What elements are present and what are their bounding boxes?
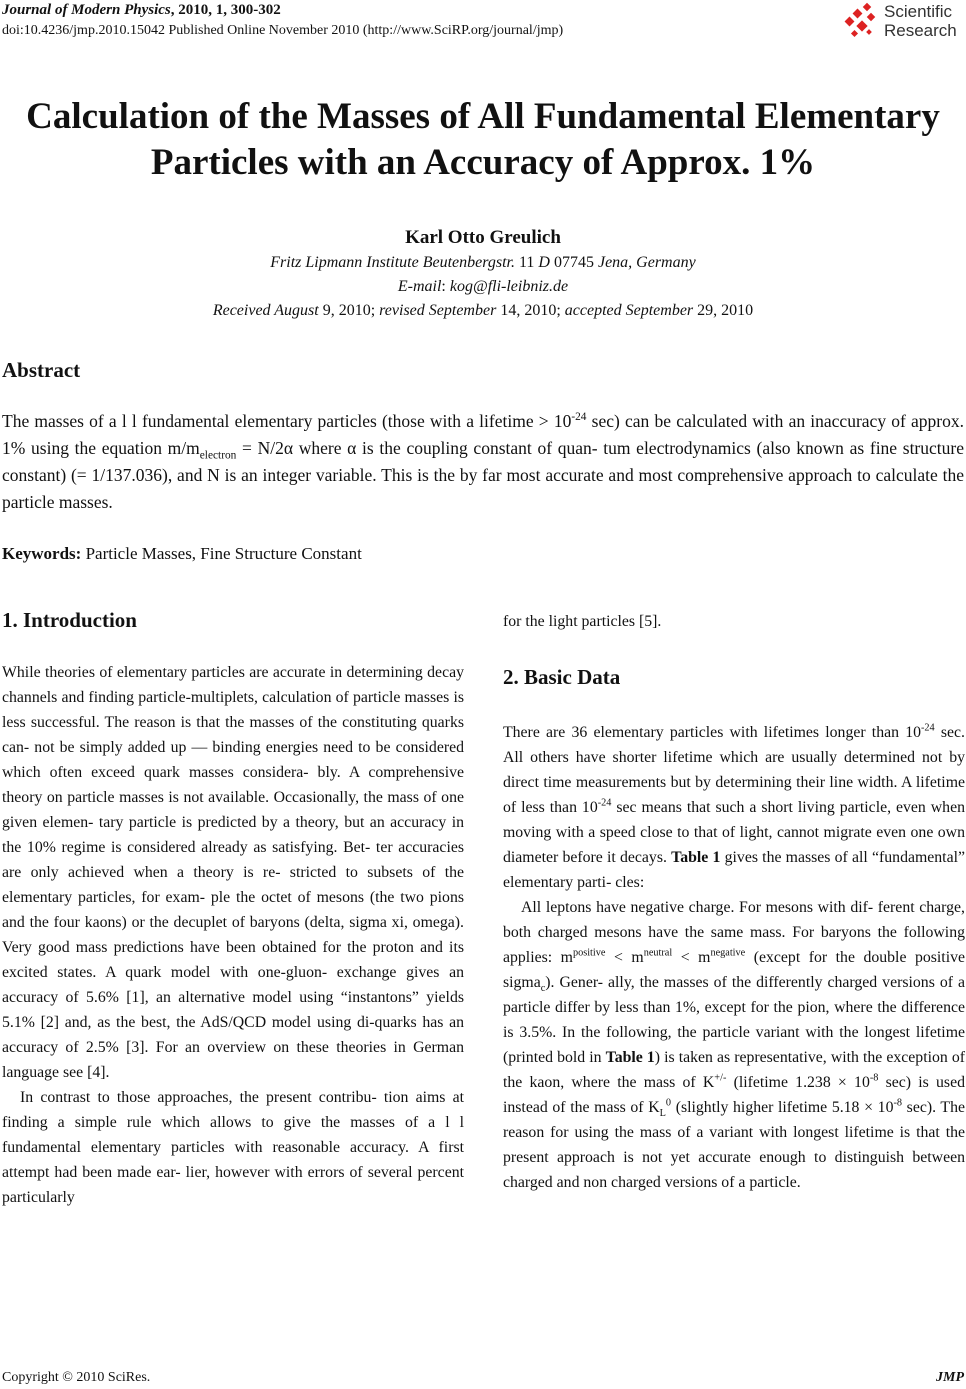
paragraph [503, 720, 965, 895]
affil-number: 11 [515, 254, 539, 271]
logo-line-2: Research [884, 21, 957, 40]
subscript: c [540, 983, 546, 995]
affil-city: Jena, Germany [597, 254, 696, 271]
table-1-link[interactable]: Table 1 [605, 1049, 655, 1066]
abstract-sup: -24 [571, 411, 587, 424]
text-run: sec means that such a short living particle, even when moving with a speed close to that of light, cannot migrate even one own diameter before it decays. [503, 799, 965, 866]
email-address[interactable]: kog@fli-leibniz.de [449, 278, 569, 295]
table-1-link[interactable]: Table 1 [671, 849, 721, 866]
logo-mark-icon [842, 2, 882, 42]
abstract-text-1: The masses of a l l fundamental elementary particles (those with a lifetime > 10 [2, 411, 572, 431]
footer-copyright: Copyright © 2010 SciRes. [2, 1370, 151, 1385]
section-heading-basic-data: 2. Basic Data [503, 665, 621, 689]
text-run: sec) is used instead of the mass of K [503, 1074, 965, 1116]
superscript: neutral [643, 947, 673, 959]
revised-label: revised September [379, 302, 497, 319]
journal-name: Journal of Modern Physics [2, 2, 171, 18]
received-label: Received August [212, 302, 319, 319]
abstract-text-2: sec) can be calculated with an inaccuracy of approx. 1% using the equation m/m [2, 411, 964, 458]
subscript: L [659, 1108, 666, 1120]
text-run: All leptons have negative charge. For mesons with dif- ferent charge, both charged mesons have the same mass. For baryons the following applies: m [503, 899, 965, 966]
keywords-text: Particle Masses, Fine Structure Constant [81, 544, 362, 563]
logo-text [884, 2, 957, 40]
accepted-label: accepted September [564, 302, 694, 319]
paragraph [503, 895, 965, 1195]
abstract-sub: electron [199, 449, 237, 462]
text-run: (lifetime 1.238 × 10 [726, 1074, 870, 1091]
introduction-body [2, 660, 464, 1210]
paragraph-continuation: for the light particles [5]. [503, 613, 662, 630]
paragraph: In contrast to those approaches, the present contribu- tion aims at finding a simple rule which allows to give the masses of a l l fundamental elementary particles with reasonable accuracy. A first attempt had been made ear- lier, however with errors of several percent particularly [2, 1089, 464, 1206]
superscript: -24 [597, 797, 612, 809]
text-run: (slightly higher lifetime 5.18 × 10 [671, 1099, 894, 1116]
superscript: -24 [921, 722, 935, 734]
superscript: positive [572, 947, 606, 959]
abstract-body [2, 408, 964, 516]
affil-country-code: D [538, 254, 550, 271]
paragraph: While theories of elementary particles are accurate in determining decay channels and finding particle-multiplets, calculation of particle masses is less successful. The reason is that the masses of the constituting quarks can- not be simply added up — binding energies need to be considered which often exceed quark masses considera- bly. A comprehensive theory on particle masses is not available. Occasionally, the mass of one given elemen- tary particle is predicted by a theory, but an accuracy in the 10% regime is considered already as satisfying. Bet- ter accuracies are only achieved when a theory is re- stricted to subsets of the elementary particles, for exam- ple the octet of mesons (the two pions and the four kaons) or the decuplet of baryons (delta, sigma xi, omega). Very good mass predictions have been obtained for the proton and its excited states. A quark model with one-gluon- exchange gives an accuracy of 5.6% [1], an alternative model using “instantons” yields 5.1% [2] and, as the best, the AdS/QCD model using di-quarks has an accuracy of 2.5% [3]. For an overview on these theories in German language see [4]. [2, 664, 464, 1081]
section-heading-introduction: 1. Introduction [2, 608, 137, 632]
superscript: 0 [665, 1097, 672, 1109]
revised-date: 14, 2010; [496, 302, 565, 319]
received-date: 9, 2010; [318, 302, 380, 319]
abstract-text-3: = N/2α where α is the coupling constant of quan- tum electrodynamics (also known as fine structure constant) (= 1/137.036), and N is an integer variable. This is the by far most accurate and most comprehensive approach to calculate the particle masses. [2, 438, 964, 512]
basic-data-body [503, 720, 965, 1195]
paper-title [0, 94, 966, 186]
text-run: ) is taken as representative, with the exception of the kaon, where the mass of K [503, 1049, 965, 1091]
superscript: +/- [714, 1072, 727, 1084]
text-run: < m [605, 949, 644, 966]
superscript: -8 [893, 1097, 903, 1109]
journal-citation [2, 2, 281, 19]
publisher-logo [842, 2, 964, 44]
journal-issue: , 2010, 1, 300-302 [170, 2, 281, 18]
abstract-heading: Abstract [2, 358, 81, 382]
author-affiliation [0, 254, 966, 272]
accepted-date: 29, 2010 [693, 302, 754, 319]
text-run: < m [672, 949, 711, 966]
affil-postcode: 07745 [549, 254, 598, 271]
text-run: sec). The reason for using the mass of a variant with longest lifetime is that the present approach is not yet accurate enough to distinguish between charged and non charged versions of a particle. [503, 1099, 965, 1191]
keywords-label: Keywords: [2, 544, 82, 563]
text-run: gives the masses of all “fundamental” elementary parti- cles: [503, 849, 965, 891]
text-run: There are 36 elementary particles with lifetimes longer than 10 [503, 724, 921, 741]
text-run: ). Gener- ally, the masses of the differently charged versions of a particle differ by less than 1%, except for the pion, where the difference is 3.5%. In the following, the particle variant with the longest lifetime (printed bold in [503, 974, 965, 1066]
keywords [2, 544, 362, 564]
submission-dates [0, 302, 966, 320]
author-email [0, 278, 966, 296]
superscript: -8 [869, 1072, 879, 1084]
footer-journal: JMP [936, 1370, 964, 1385]
logo-line-1: Scientific [884, 2, 953, 21]
title-line-1: Calculation of the Masses of All Fundamental Elementary [26, 96, 940, 137]
author-name: Karl Otto Greulich [405, 227, 561, 248]
text-run: sec. All others have shorter lifetime which are usually determined not by direct time measurements but by determining their line width. A lifetime of less than 10 [503, 724, 965, 816]
email-label: E-mail [397, 278, 442, 295]
superscript: negative [710, 947, 746, 959]
doi-line: doi:10.4236/jmp.2010.15042 Published Online November 2010 (http://www.SciRP.org/journal/jmp) [2, 23, 564, 38]
affil-institute: Fritz Lipmann Institute Beutenbergstr. [270, 254, 515, 271]
email-separator: : [441, 278, 450, 295]
text-run: (except for the double positive sigma [503, 949, 965, 991]
title-line-2: Particles with an Accuracy of Approx. 1% [150, 142, 816, 183]
